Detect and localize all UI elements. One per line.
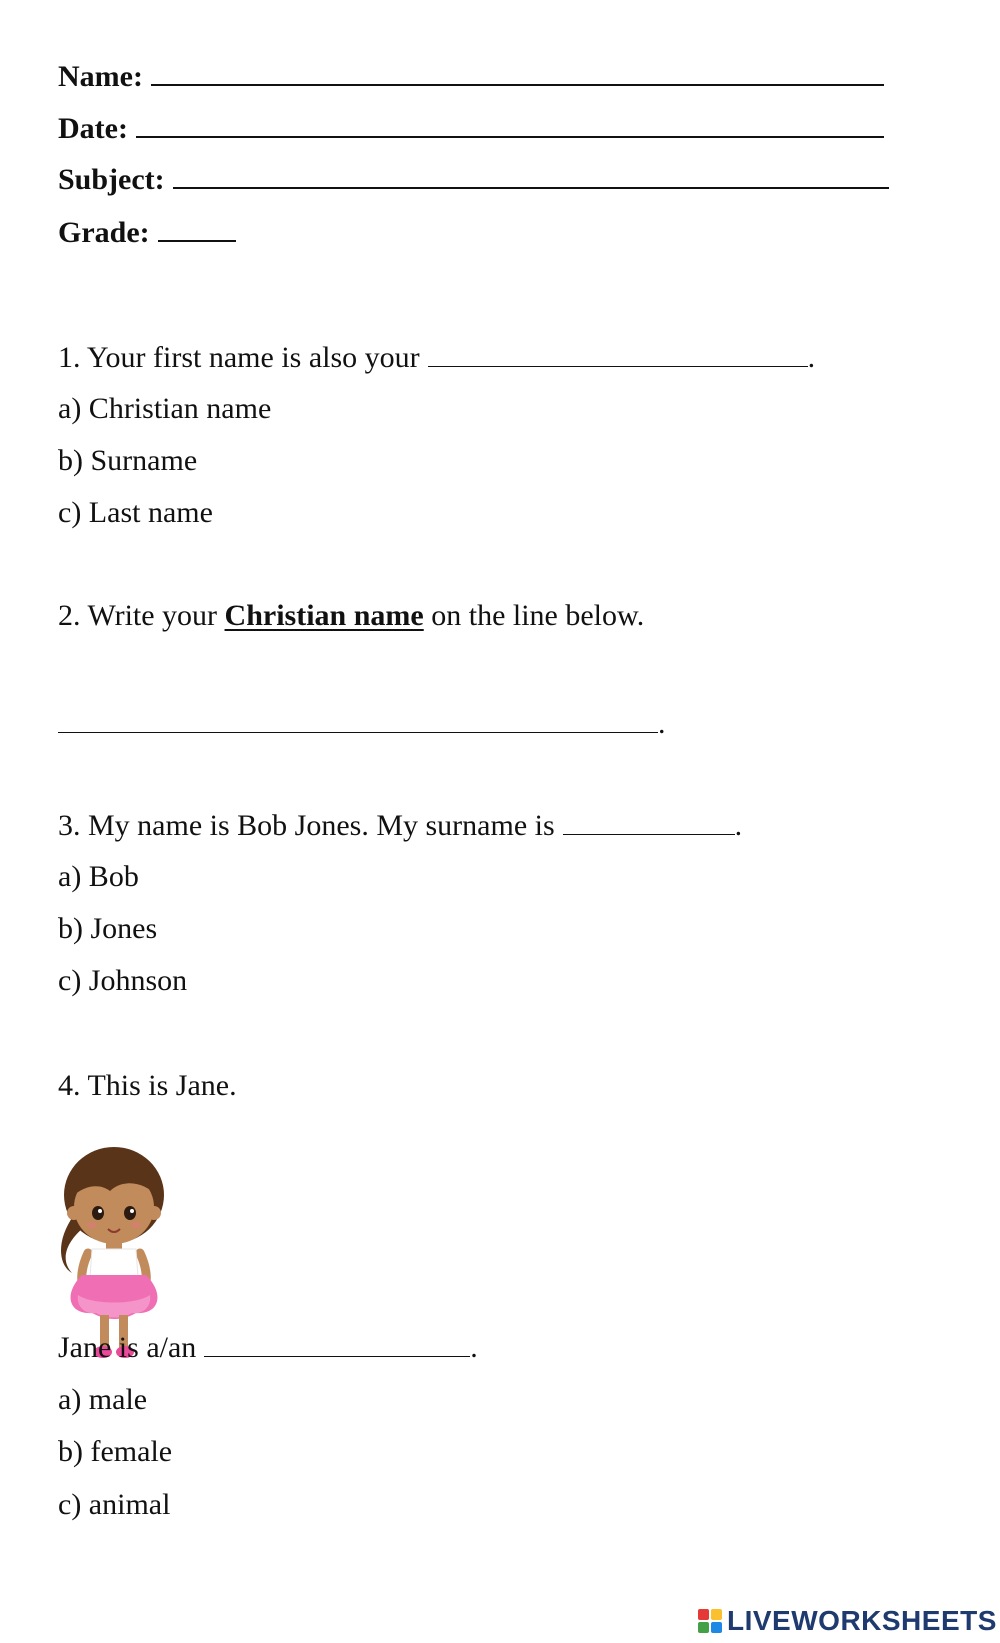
question-1-option-b[interactable]: b) Surname: [58, 444, 198, 477]
grade-field-row: [58, 214, 236, 250]
question-4-option-c[interactable]: c) animal: [58, 1488, 171, 1521]
subject-blank[interactable]: [173, 161, 889, 189]
question-4-statement: [58, 1330, 478, 1365]
girl-eye-right: [124, 1206, 136, 1220]
question-1-period: .: [807, 341, 816, 374]
girl-ear-right: [147, 1206, 161, 1220]
question-3-prompt: 3. My name is Bob Jones. My surname is: [58, 809, 555, 842]
grade-blank[interactable]: [158, 214, 236, 242]
question-3-option-c[interactable]: c) Johnson: [58, 964, 188, 997]
date-blank[interactable]: [136, 110, 884, 138]
question-2: [58, 599, 644, 633]
question-4-option-a[interactable]: a) male: [58, 1383, 148, 1416]
question-2-period: .: [658, 707, 666, 740]
question-4-period: .: [470, 1331, 478, 1364]
name-field-row: [58, 58, 884, 94]
question-2-blank[interactable]: [58, 706, 658, 733]
subject-label: Subject:: [58, 163, 165, 196]
question-4-option-b[interactable]: b) female: [58, 1435, 173, 1468]
name-blank[interactable]: [151, 58, 884, 86]
girl-eye-left: [92, 1206, 104, 1220]
question-4-blank[interactable]: [204, 1330, 470, 1357]
question-2-emphasis: Christian name: [224, 599, 424, 632]
question-2-prompt-end: on the line below.: [431, 599, 645, 632]
question-3: [58, 808, 742, 843]
liveworksheets-logo-text: LIVEWORKSHEETS: [727, 1605, 997, 1636]
question-4-prompt: 4. This is Jane.: [58, 1069, 237, 1102]
question-1: [58, 340, 815, 375]
date-field-row: [58, 110, 884, 146]
question-1-blank[interactable]: [428, 340, 808, 367]
question-4-statement-text: Jane is a/an: [58, 1331, 197, 1364]
name-label: Name:: [58, 60, 143, 93]
question-2-prompt-start: 2. Write your: [58, 599, 218, 632]
question-3-option-b[interactable]: b) Jones: [58, 912, 158, 945]
liveworksheets-logo-icon: [697, 1608, 723, 1634]
question-1-prompt: 1. Your first name is also your: [58, 341, 420, 374]
question-2-answer-row: [58, 706, 666, 741]
question-1-option-c[interactable]: c) Last name: [58, 496, 213, 529]
date-label: Date:: [58, 112, 128, 145]
liveworksheets-logo[interactable]: [697, 1604, 997, 1638]
question-1-option-a[interactable]: a) Christian name: [58, 392, 272, 425]
girl-top: [90, 1249, 138, 1277]
question-3-blank[interactable]: [563, 808, 735, 835]
question-3-option-a[interactable]: a) Bob: [58, 860, 139, 893]
question-3-period: .: [734, 809, 743, 842]
grade-label: Grade:: [58, 216, 150, 249]
subject-field-row: [58, 161, 889, 197]
girl-ear-left: [67, 1206, 81, 1220]
